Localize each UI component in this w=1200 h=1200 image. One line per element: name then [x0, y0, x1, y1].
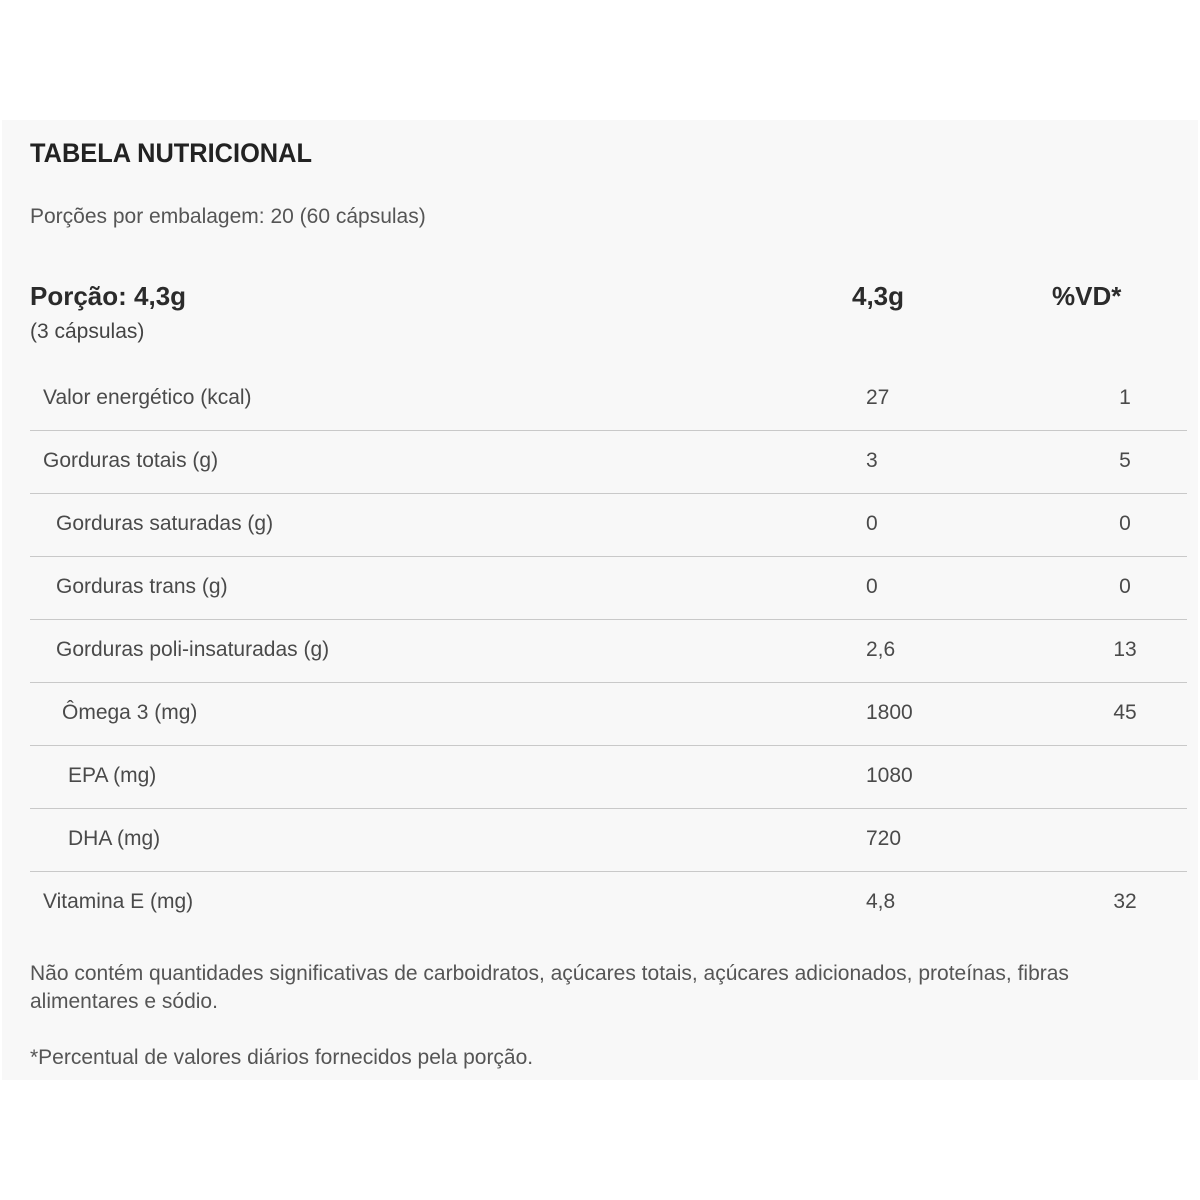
nutrient-amount: 4,8	[866, 890, 896, 913]
nutrient-amount: 3	[866, 449, 878, 472]
nutrient-amount: 27	[866, 386, 890, 409]
table-row	[30, 557, 1187, 620]
daily-value-footnote: *Percentual de valores diários fornecidos pela porção.	[30, 1046, 534, 1069]
daily-value-column-header: %VD*	[1052, 281, 1122, 311]
not-significant-note: Não contém quantidades significativas de carboidratos, açúcares totais, açúcares adicionados, proteínas, fibras alimentares e sódio.	[30, 962, 1069, 1013]
nutrient-name: Gorduras trans (g)	[56, 575, 228, 598]
amount-column-header: 4,3g	[852, 281, 905, 311]
nutrient-amount: 0	[866, 512, 878, 535]
nutrient-daily-value: 5	[1119, 449, 1131, 472]
nutrient-name: Vitamina E (mg)	[43, 890, 194, 913]
nutrient-name: Gorduras totais (g)	[43, 449, 219, 472]
nutrient-name: Ômega 3 (mg)	[62, 701, 198, 724]
nutrient-daily-value: 13	[1113, 638, 1137, 661]
nutrient-amount: 0	[866, 575, 878, 598]
nutrient-daily-value: 32	[1113, 890, 1137, 913]
servings-per-package: Porções por embalagem: 20 (60 cápsulas)	[30, 205, 426, 228]
nutrient-daily-value: 45	[1113, 701, 1137, 724]
nutrient-name: Valor energético (kcal)	[43, 386, 252, 409]
nutrient-name: EPA (mg)	[68, 764, 157, 787]
nutrient-daily-value: 1	[1119, 386, 1131, 409]
nutrient-daily-value: 0	[1119, 575, 1131, 598]
table-row	[30, 809, 1187, 872]
portion-label: Porção: 4,3g	[30, 281, 187, 311]
table-row	[30, 494, 1187, 557]
nutrient-name: Gorduras saturadas (g)	[56, 512, 274, 535]
nutrient-amount: 1800	[866, 701, 913, 724]
nutrient-amount: 1080	[866, 764, 913, 787]
table-row	[30, 872, 1187, 934]
table-row	[30, 431, 1187, 494]
nutrient-name: DHA (mg)	[68, 827, 161, 850]
table-row	[30, 746, 1187, 809]
nutrient-name: Gorduras poli-insaturadas (g)	[56, 638, 330, 661]
nutrition-table	[30, 368, 1187, 934]
table-row	[30, 620, 1187, 683]
table-row	[30, 368, 1187, 431]
table-row	[30, 683, 1187, 746]
nutrient-daily-value: 0	[1119, 512, 1131, 535]
portion-capsules: (3 cápsulas)	[30, 320, 145, 343]
nutrient-amount: 2,6	[866, 638, 896, 661]
table-title: TABELA NUTRICIONAL	[30, 138, 312, 168]
nutrient-amount: 720	[866, 827, 902, 850]
